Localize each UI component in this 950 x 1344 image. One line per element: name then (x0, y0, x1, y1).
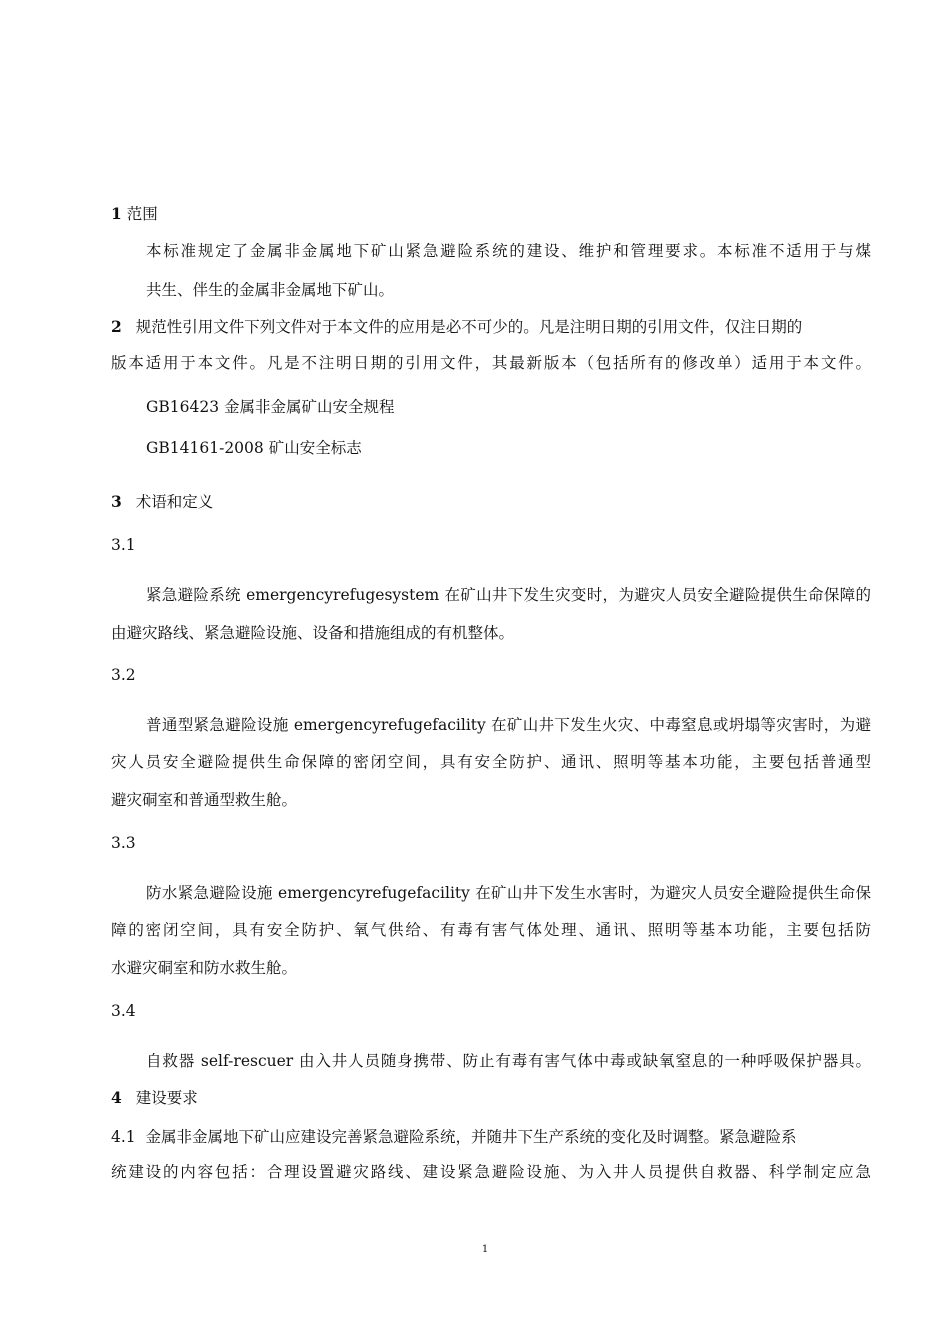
subsection-number: 4.1 (111, 1128, 136, 1146)
section-number: 4 (111, 1088, 122, 1107)
section-2-line (111, 317, 871, 337)
paragraph-text: 规范性引用文件下列文件对于本文件的应用是必不可少的。凡是注明日期的引用文件，仅注日期的 (135, 318, 803, 336)
page-number: 1 (481, 1244, 489, 1255)
paragraph-line: 水避灾硐室和防水救生舱。 (111, 959, 298, 977)
paragraph-line: 障的密闭空间，具有安全防护、氧气供给、有毒有害气体处理、通讯、照明等基本功能，主要包括防 (111, 921, 871, 939)
paragraph-line: 本标准规定了金属非金属地下矿山紧急避险系统的建设、维护和管理要求。本标准不适用于与煤 (146, 242, 871, 260)
section-title: 建设要求 (135, 1089, 198, 1107)
paragraph-line: 紧急避险系统 emergencyrefugesystem 在矿山井下发生灾变时，为避灾人员安全避险提供生命保障的 (146, 586, 871, 604)
section-title: 术语和定义 (135, 493, 214, 511)
paragraph-text: 金属非金属地下矿山应建设完善紧急避险系统，并随井下生产系统的变化及时调整。紧急避险系 (145, 1128, 797, 1146)
paragraph-line: 避灾硐室和普通型救生舱。 (111, 791, 298, 809)
paragraph-line: 防水紧急避险设施 emergencyrefugefacility 在矿山井下发生水害时，为避灾人员安全避险提供生命保 (146, 884, 871, 902)
subsection-4-1-line (111, 1127, 871, 1147)
section-number: 1 (111, 204, 122, 223)
paragraph-line: 自救器 self-rescuer 由入井人员随身携带、防止有毒有害气体中毒或缺氧窒息的一种呼吸保护器具。 (146, 1052, 871, 1070)
paragraph-line: 统建设的内容包括：合理设置避灾路线、建设紧急避险设施、为入井人员提供自救器、科学制定应急 (111, 1163, 871, 1181)
paragraph-line: 版本适用于本文件。凡是不注明日期的引用文件，其最新版本（包括所有的修改单）适用于本文件。 (111, 354, 871, 372)
paragraph-line: 灾人员安全避险提供生命保障的密闭空间，具有安全防护、通讯、照明等基本功能，主要包括普通型 (111, 753, 871, 771)
section-4-heading (111, 1088, 871, 1108)
reference-item: GB14161-2008 矿山安全标志 (146, 439, 362, 457)
section-title: 范围 (126, 205, 158, 223)
paragraph-line: 共生、伴生的金属非金属地下矿山。 (146, 281, 395, 299)
section-number: 3 (111, 492, 122, 511)
term-number: 3.3 (111, 834, 136, 852)
paragraph-line: 由避灾路线、紧急避险设施、设备和措施组成的有机整体。 (111, 624, 515, 642)
section-3-heading (111, 492, 871, 512)
paragraph-line: 普通型紧急避险设施 emergencyrefugefacility 在矿山井下发生火灾、中毒窒息或坍塌等灾害时，为避 (146, 716, 871, 734)
term-number: 3.1 (111, 536, 136, 554)
term-number: 3.4 (111, 1002, 136, 1020)
section-1-heading (111, 204, 871, 224)
reference-item: GB16423 金属非金属矿山安全规程 (146, 398, 395, 416)
section-number: 2 (111, 317, 122, 336)
term-number: 3.2 (111, 666, 136, 684)
